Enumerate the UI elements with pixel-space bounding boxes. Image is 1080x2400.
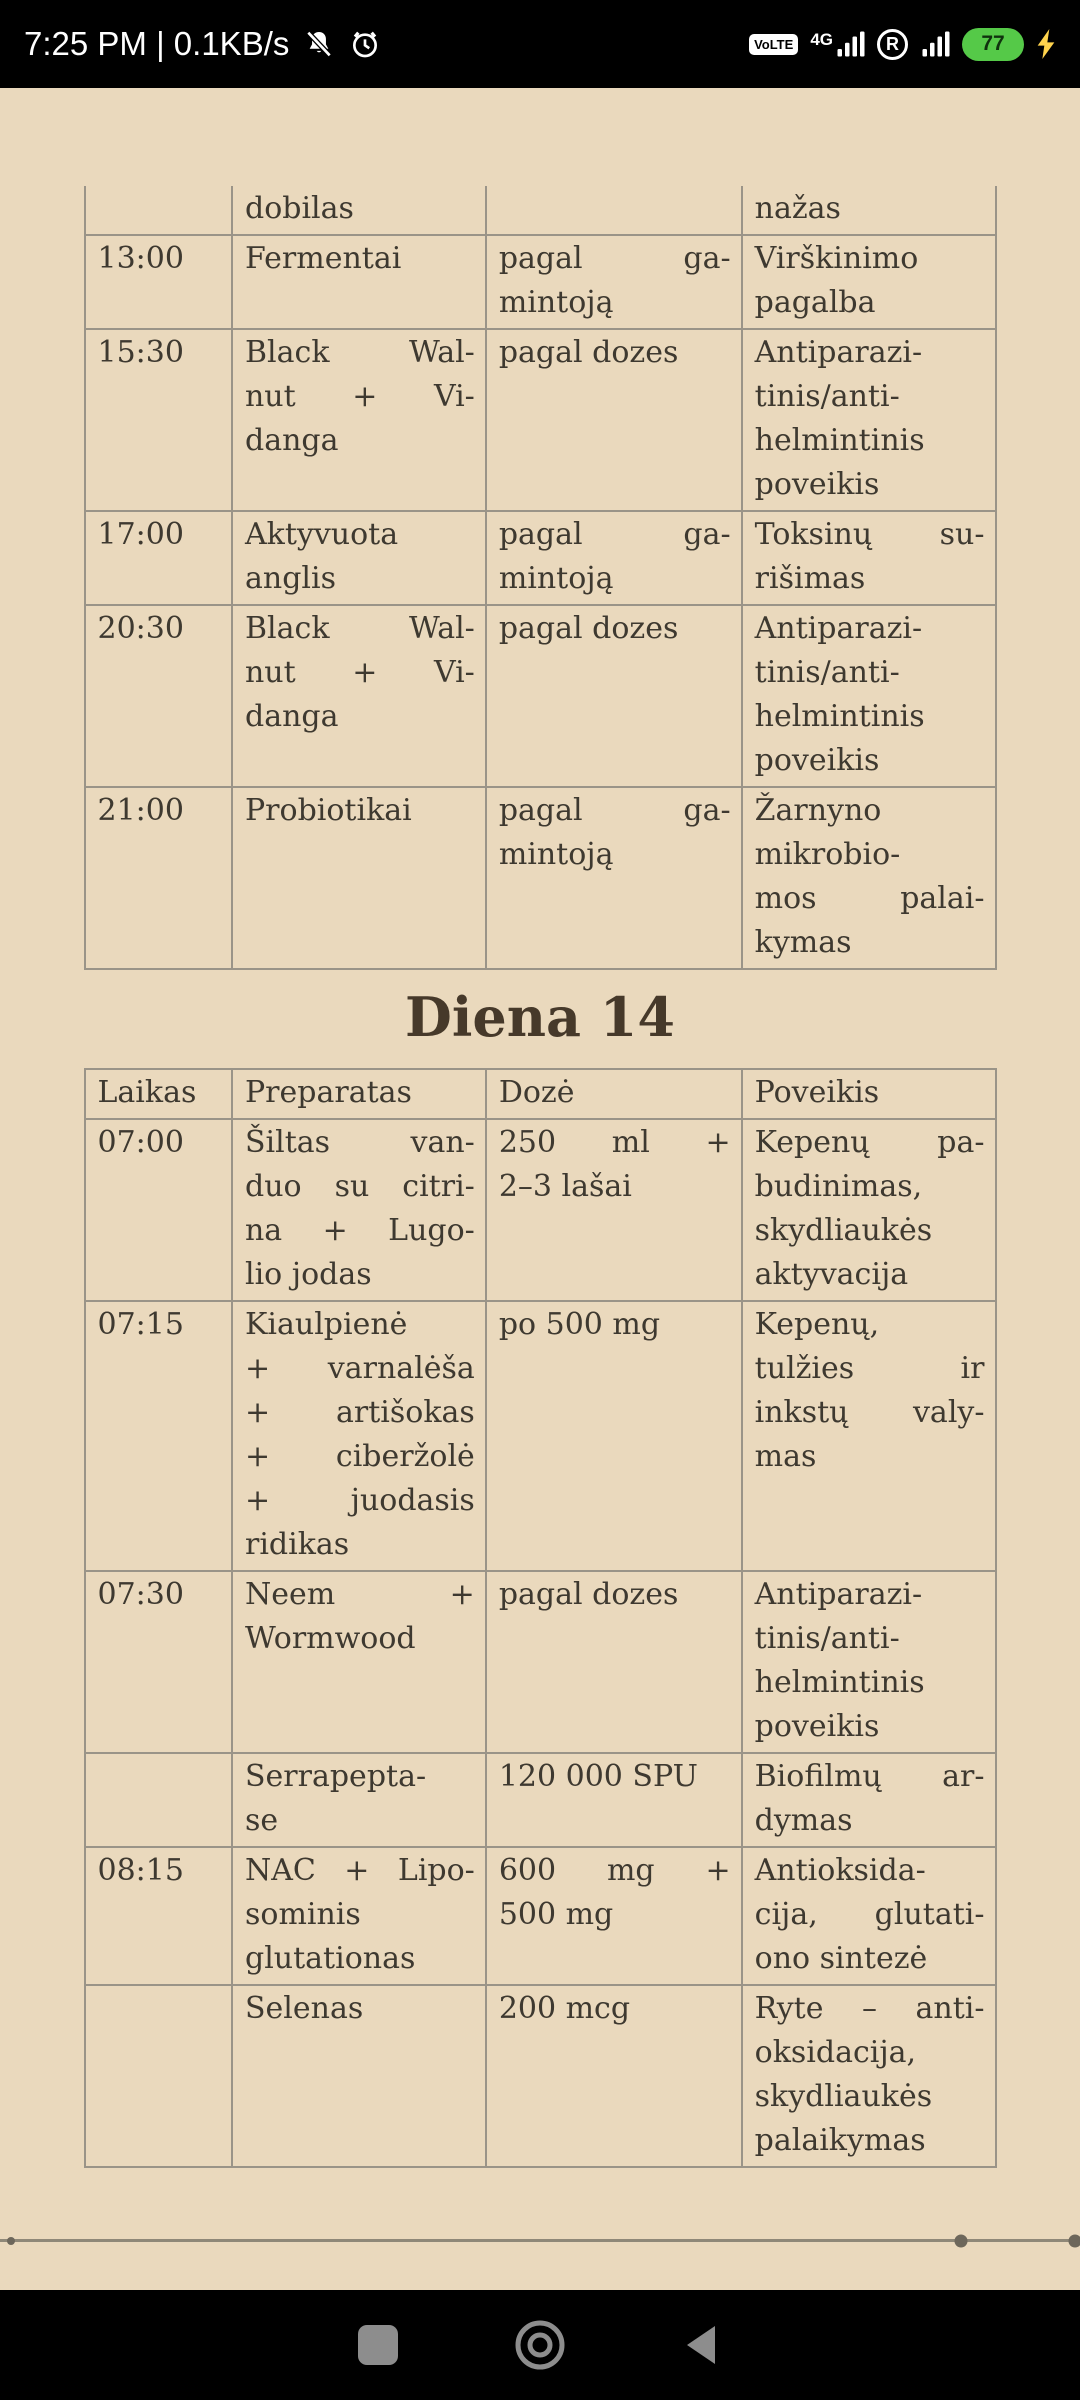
cell-dose: 120 000 SPU	[486, 1753, 742, 1847]
header-poveikis: Poveikis	[742, 1069, 996, 1119]
day-heading: Diena 14	[405, 985, 675, 1049]
cell-effect: Kepenų pa- budinimas, skydliaukės aktyvacija	[742, 1119, 996, 1301]
cell-time: 20:30	[85, 605, 232, 787]
table-row	[85, 605, 996, 787]
progress-marker-start	[7, 2237, 15, 2245]
cell-effect: Antiparazi- tinis/anti- helmintinis poveikis	[742, 605, 996, 787]
back-icon	[677, 2320, 727, 2370]
back-button[interactable]	[673, 2316, 731, 2374]
cell-time	[85, 1985, 232, 2167]
cell-effect: Kepenų, tulžies ir inkstų valy- mas	[742, 1301, 996, 1571]
cell-time: 13:00	[85, 235, 232, 329]
cell-time	[85, 186, 232, 235]
cell-dose: 200 mcg	[486, 1985, 742, 2167]
cell-dose: 600 mg + 500 mg	[486, 1847, 742, 1985]
table-row	[85, 787, 996, 969]
cell-dose: pagal dozes	[486, 605, 742, 787]
clock-and-speed-text: 7:25 PM | 0.1KB/s	[24, 25, 290, 62]
mute-icon	[303, 28, 335, 60]
cell-dose: pagal ga- mintoją	[486, 787, 742, 969]
cell-preparation: Neem + Wormwood	[232, 1571, 486, 1753]
progress-marker-end	[1068, 2234, 1080, 2247]
cell-time: 21:00	[85, 787, 232, 969]
battery-percent: 77	[981, 32, 1005, 55]
status-bar-right	[749, 28, 1056, 61]
reader-page	[0, 88, 1080, 2290]
cell-time: 07:00	[85, 1119, 232, 1301]
schedule-table-previous-day	[84, 186, 997, 970]
table-row	[85, 186, 996, 235]
android-navigation-bar	[0, 2290, 1080, 2400]
signal-bars-icon-2	[920, 29, 950, 59]
cell-effect: Biofilmų ar- dymas	[742, 1753, 996, 1847]
schedule-table-day-14	[84, 1068, 997, 2168]
sim1-signal	[810, 29, 865, 59]
battery-indicator	[962, 28, 1024, 61]
cell-preparation: dobilas	[232, 186, 486, 235]
cell-dose: po 500 mg	[486, 1301, 742, 1571]
recents-button[interactable]	[349, 2316, 407, 2374]
cell-time: 08:15	[85, 1847, 232, 1985]
cell-preparation: Šiltas van- duo su citri- na + Lugo- lio jodas	[232, 1119, 486, 1301]
cell-effect: Žarnyno mikrobio- mos palai- kymas	[742, 787, 996, 969]
status-bar-left	[24, 25, 381, 63]
table-row	[85, 329, 996, 511]
cell-dose: 250 ml + 2–3 lašai	[486, 1119, 742, 1301]
cell-preparation: Kiaulpienė + varnalėša + artišokas + ciberžolė + juodasis ridikas	[232, 1301, 486, 1571]
cell-time: 17:00	[85, 511, 232, 605]
cell-preparation: NAC + Lipo- sominis glutationas	[232, 1847, 486, 1985]
cell-preparation: Fermentai	[232, 235, 486, 329]
cell-time: 07:30	[85, 1571, 232, 1753]
network-type-label: 4G	[810, 30, 833, 49]
charging-bolt-icon	[1036, 29, 1056, 59]
cell-preparation: Black Wal- nut + Vi- danga	[232, 605, 486, 787]
cell-dose	[486, 186, 742, 235]
table-row	[85, 1985, 996, 2167]
cell-effect: Virškinimo pagalba	[742, 235, 996, 329]
home-icon	[513, 2318, 567, 2372]
roaming-icon: R	[877, 29, 908, 60]
cell-time: 07:15	[85, 1301, 232, 1571]
cell-preparation: Black Wal- nut + Vi- danga	[232, 329, 486, 511]
cell-dose: pagal ga- mintoją	[486, 511, 742, 605]
table-row	[85, 1571, 996, 1753]
table-header-row	[85, 1069, 996, 1119]
recents-icon	[353, 2320, 403, 2370]
cell-effect: Antioksida- cija, glutati- ono sintezė	[742, 1847, 996, 1985]
reading-progress-bar[interactable]	[0, 2239, 1080, 2242]
header-preparatas: Preparatas	[232, 1069, 486, 1119]
home-button[interactable]	[511, 2316, 569, 2374]
cell-time: 15:30	[85, 329, 232, 511]
table-row	[85, 1753, 996, 1847]
progress-marker-current[interactable]	[955, 2234, 968, 2247]
volte-icon: VoLTE	[749, 34, 798, 55]
cell-effect: Antiparazi- tinis/anti- helmintinis poveikis	[742, 1571, 996, 1753]
cell-effect: Antiparazi- tinis/anti- helmintinis poveikis	[742, 329, 996, 511]
table-row	[85, 235, 996, 329]
cell-effect: Ryte – anti- oksidacija, skydliaukės palaikymas	[742, 1985, 996, 2167]
table-row	[85, 511, 996, 605]
table-row	[85, 1301, 996, 1571]
cell-dose: pagal dozes	[486, 1571, 742, 1753]
cell-preparation: Probiotikai	[232, 787, 486, 969]
alarm-icon	[349, 28, 381, 60]
cell-preparation: Selenas	[232, 1985, 486, 2167]
cell-preparation: Aktyvuota anglis	[232, 511, 486, 605]
status-bar	[0, 0, 1080, 88]
cell-dose: pagal ga- mintoją	[486, 235, 742, 329]
table-row	[85, 1847, 996, 1985]
cell-effect: nažas	[742, 186, 996, 235]
signal-bars-icon	[835, 29, 865, 59]
cell-effect: Toksinų su- rišimas	[742, 511, 996, 605]
header-laikas: Laikas	[85, 1069, 232, 1119]
header-doze: Dozė	[486, 1069, 742, 1119]
cell-dose: pagal dozes	[486, 329, 742, 511]
cell-preparation: Serrapepta- se	[232, 1753, 486, 1847]
cell-time	[85, 1753, 232, 1847]
table-row	[85, 1119, 996, 1301]
